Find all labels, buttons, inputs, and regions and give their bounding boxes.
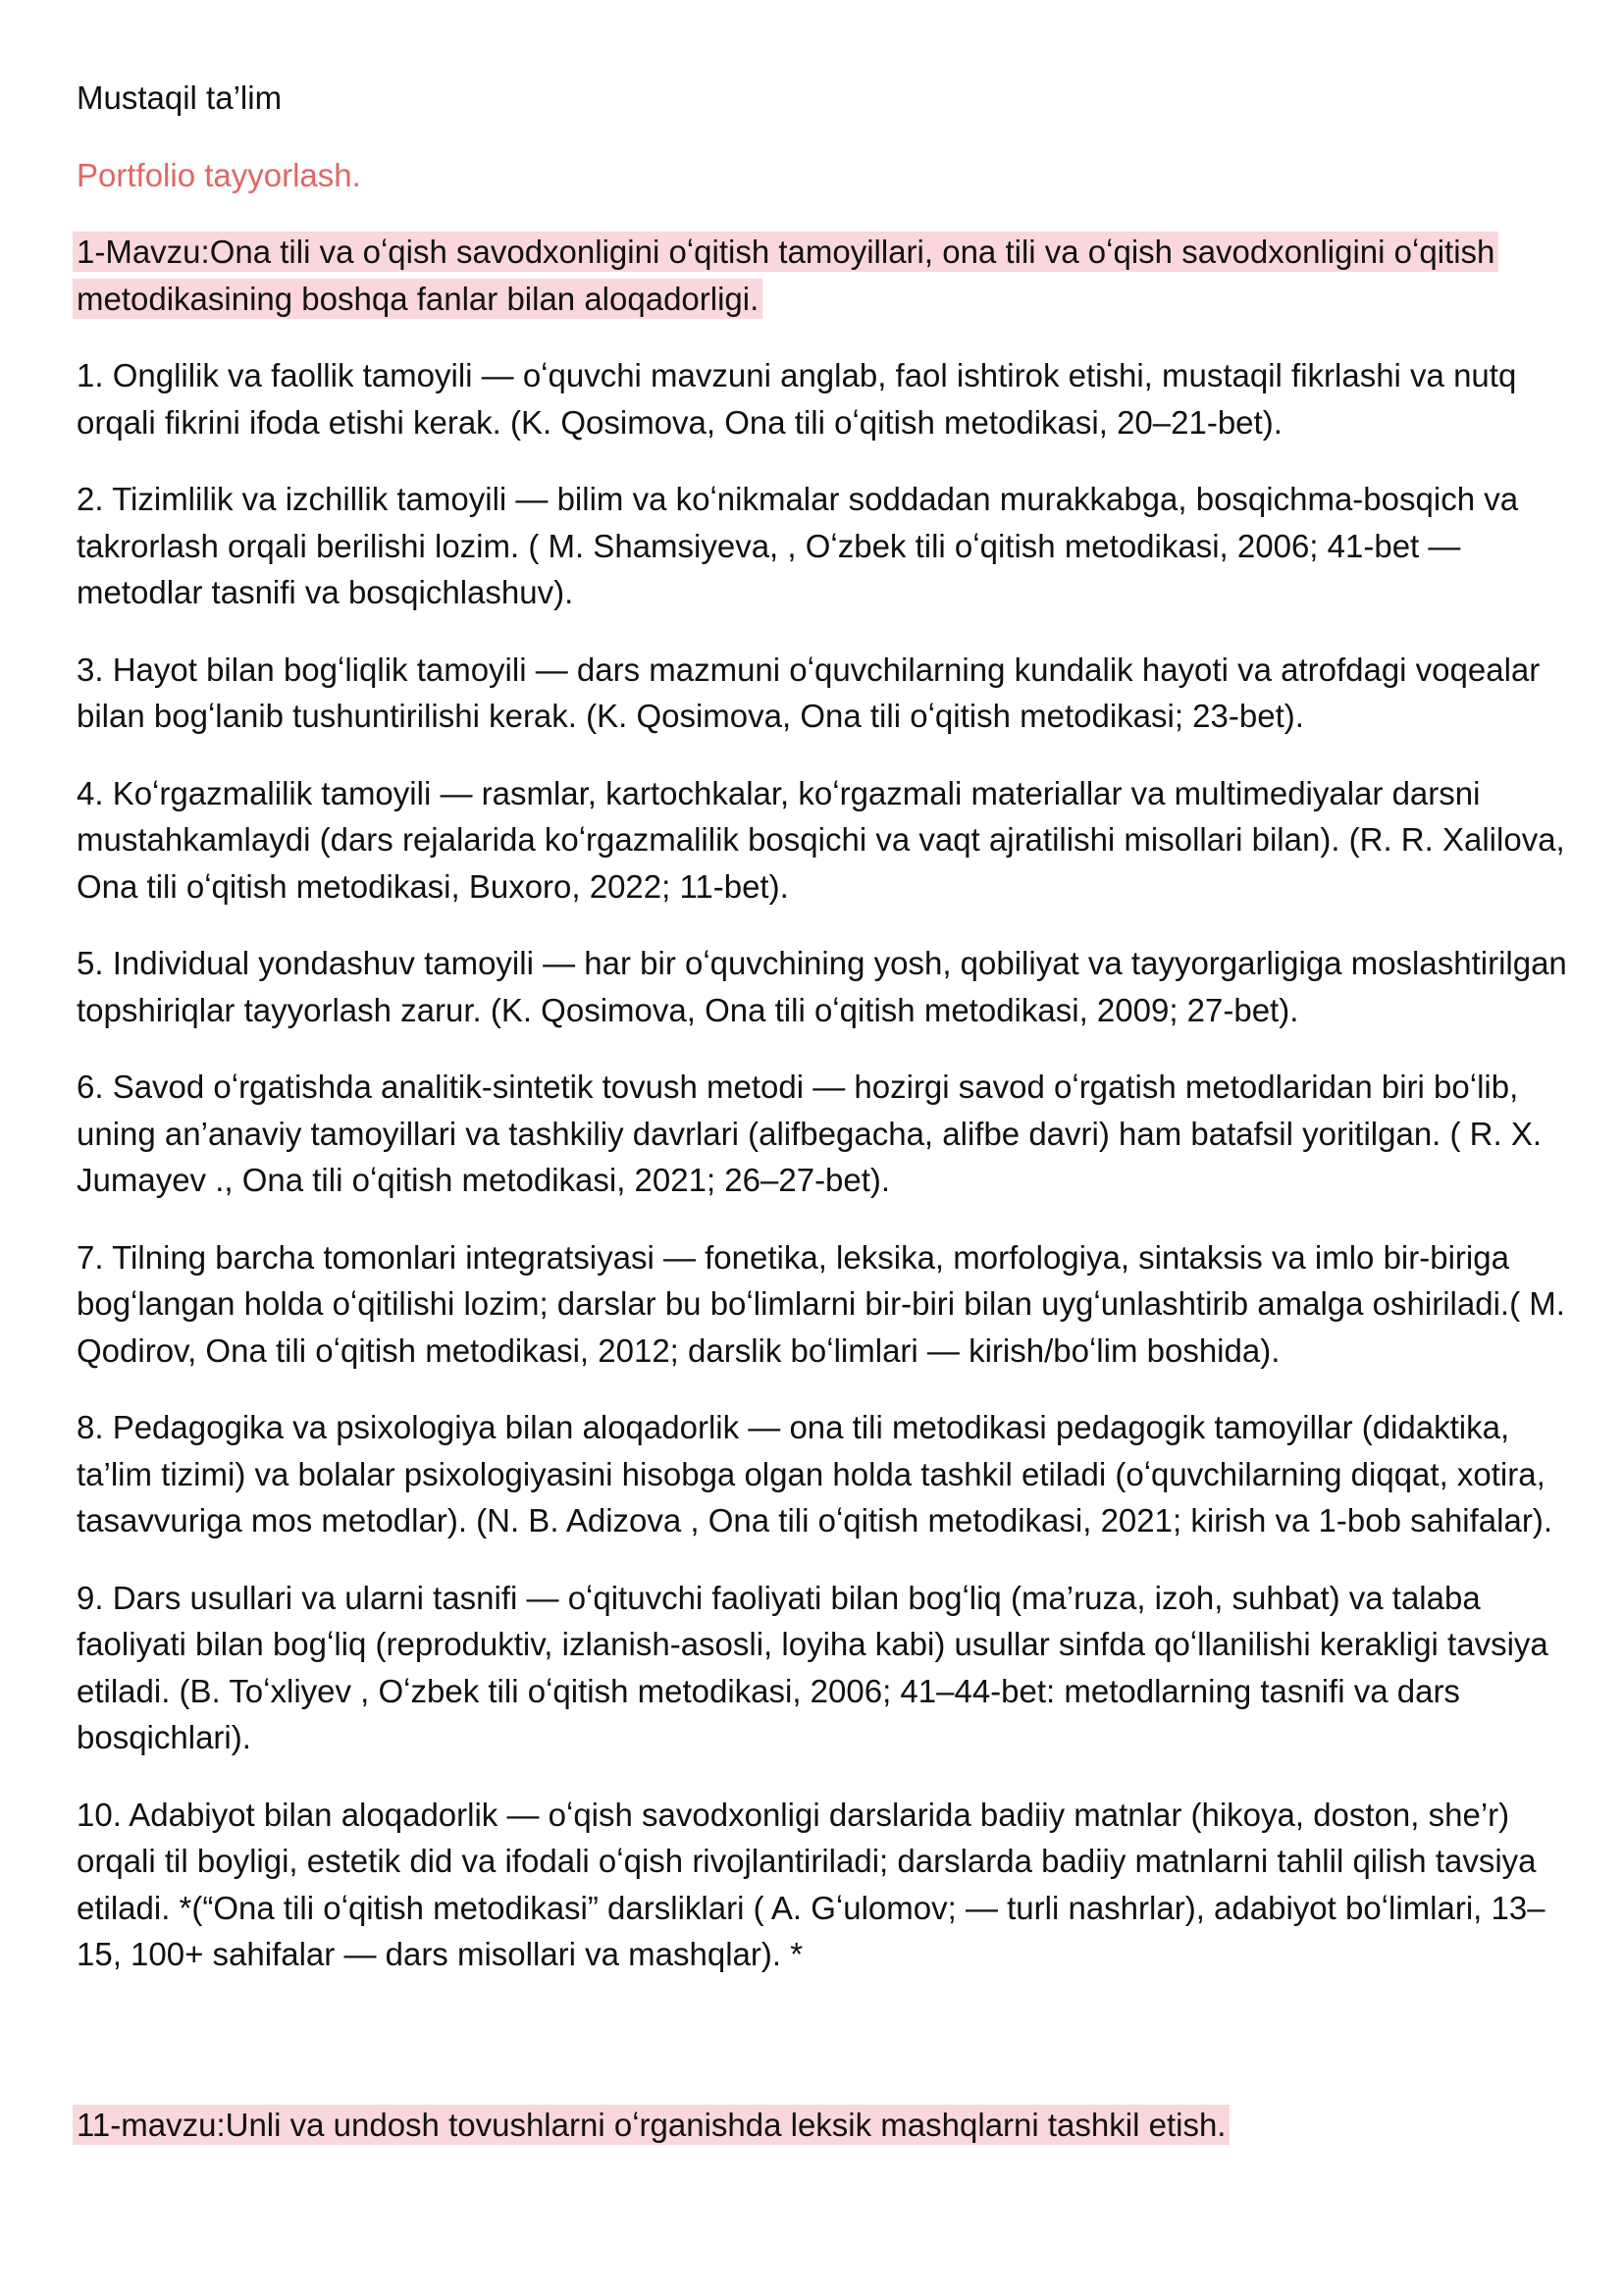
- paragraph-9: 9. Dars usullari va ularni tasnifi — oʻqituvchi faoliyati bilan bogʻliq (ma’ruza, izoh, suhbat) va talaba faoliyati bilan bogʻliq (reproduktiv, izlanish-asosli, loyiha kabi) usullar sinfda qoʻllanilishi kerakligi tavsiya etiladi. (B. Toʻxliyev , Oʻzbek tili oʻqitish metodikasi, 2006; 41–44-bet: metodlarning tasnifi va dars bosqichlari).: [77, 1579, 1548, 1755]
- document-title: Mustaqil ta’lim: [77, 79, 283, 116]
- paragraph-6: 6. Savod oʻrgatishda analitik-sintetik tovush metodi — hozirgi savod oʻrgatish metodlaridan biri boʻlib, uning an’anaviy tamoyillari va tashkiliy davrlari (alifbegacha, alifbe davri) ham batafsil yoritilgan. ( R. X. Jumayev ., Ona tili oʻqitish metodikasi, 2021; 26–27-bet).: [77, 1069, 1543, 1198]
- paragraph-7: 7. Tilning barcha tomonlari integratsiyasi — fonetika, leksika, morfologiya, sintaksis va imlo bir-biriga bogʻlangan holda oʻqitilishi lozim; darslar bu boʻlimlarni bir-biri bilan uygʻunlashtirib amalga oshiriladi.( M. Qodirov, Ona tili oʻqitish metodikasi, 2012; darslik boʻlimlari — kirish/boʻlim boshida).: [77, 1238, 1565, 1369]
- paragraph-2: 2. Tizimlilik va izchillik tamoyili — bilim va koʻnikmalar soddadan murakkabga, bosqichma-bosqich va takrorlash orqali berilishi lozim. ( M. Shamsiyeva, , Oʻzbek tili oʻqitish metodikasi, 2006; 41-bet — metodlar tasnifi va bosqichlashuv).: [77, 481, 1519, 610]
- paragraph-3: 3. Hayot bilan bogʻliqlik tamoyili — dars mazmuni oʻquvchilarning kundalik hayoti va atrofdagi voqealar bilan bogʻlanib tushuntirilishi kerak. (K. Qosimova, Ona tili oʻqitish metodikasi; 23-bet).: [77, 651, 1541, 734]
- paragraph-8: 8. Pedagogika va psixologiya bilan aloqadorlik — ona tili metodikasi pedagogik tamoyillar (didaktika, ta’lim tizimi) va bolalar psixologiyasini hisobga olgan holda tashkil etiladi (oʻquvchilarning diqqat, xotira, tasavvuriga mos metodlar). (N. B. Adizova , Ona tili oʻqitish metodikasi, 2021; kirish va 1-bob sahifalar).: [77, 1409, 1552, 1539]
- topic-1-heading: [77, 229, 1568, 322]
- topic-11-heading-text: 11-mavzu:Unli va undosh tovushlarni oʻrganishda leksik mashqlarni tashkil etish.: [73, 2105, 1230, 2145]
- paragraph-5: 5. Individual yondashuv tamoyili — har bir oʻquvchining yosh, qobiliyat va tayyorgarligiga moslashtirilgan topshiriqlar tayyorlash zarur. (K. Qosimova, Ona tili oʻqitish metodikasi, 2009; 27-bet).: [77, 945, 1567, 1028]
- document-page: [77, 75, 1568, 2178]
- document-subtitle: Portfolio tayyorlash.: [77, 156, 361, 193]
- paragraph-4: 4. Koʻrgazmalilik tamoyili — rasmlar, kartochkalar, koʻrgazmali materiallar va multimediyalar darsni mustahkamlaydi (dars rejalarida koʻrgazmalilik bosqichi va vaqt ajratilishi misollari bilan). (R. R. Xalilova, Ona tili oʻqitish metodikasi, Buxoro, 2022; 11-bet).: [77, 774, 1565, 905]
- paragraph-list: [77, 352, 1568, 1978]
- paragraph-10: 10. Adabiyot bilan aloqadorlik — oʻqish savodxonligi darslarida badiiy matnlar (hikoya, doston, she’r) orqali til boyligi, estetik did va ifodali oʻqish rivojlantiriladi; darslarda badiiy matnlarni tahlil qilish tavsiya etiladi. *(“Ona tili oʻqitish metodikasi” darsliklari ( A. Gʻulomov; — turli nashrlar), adabiyot boʻlimlari, 13–15, 100+ sahifalar — dars misollari va mashqlar). *: [77, 1796, 1545, 1972]
- topic-1-heading-text: 1-Mavzu:Ona tili va oʻqish savodxonligini oʻqitish tamoyillari, ona tili va oʻqish savodxonligini oʻqitish metodikasining boshqa fanlar bilan aloqadorligi.: [73, 232, 1498, 319]
- paragraph-1: 1. Onglilik va faollik tamoyili — oʻquvchi mavzuni anglab, faol ishtirok etishi, mustaqil fikrlashi va nutq orqali fikrini ifoda etishi kerak. (K. Qosimova, Ona tili oʻqitish metodikasi, 20–21-bet).: [77, 357, 1517, 441]
- topic-11-heading: [77, 2102, 1568, 2149]
- spacer: [77, 2008, 1568, 2102]
